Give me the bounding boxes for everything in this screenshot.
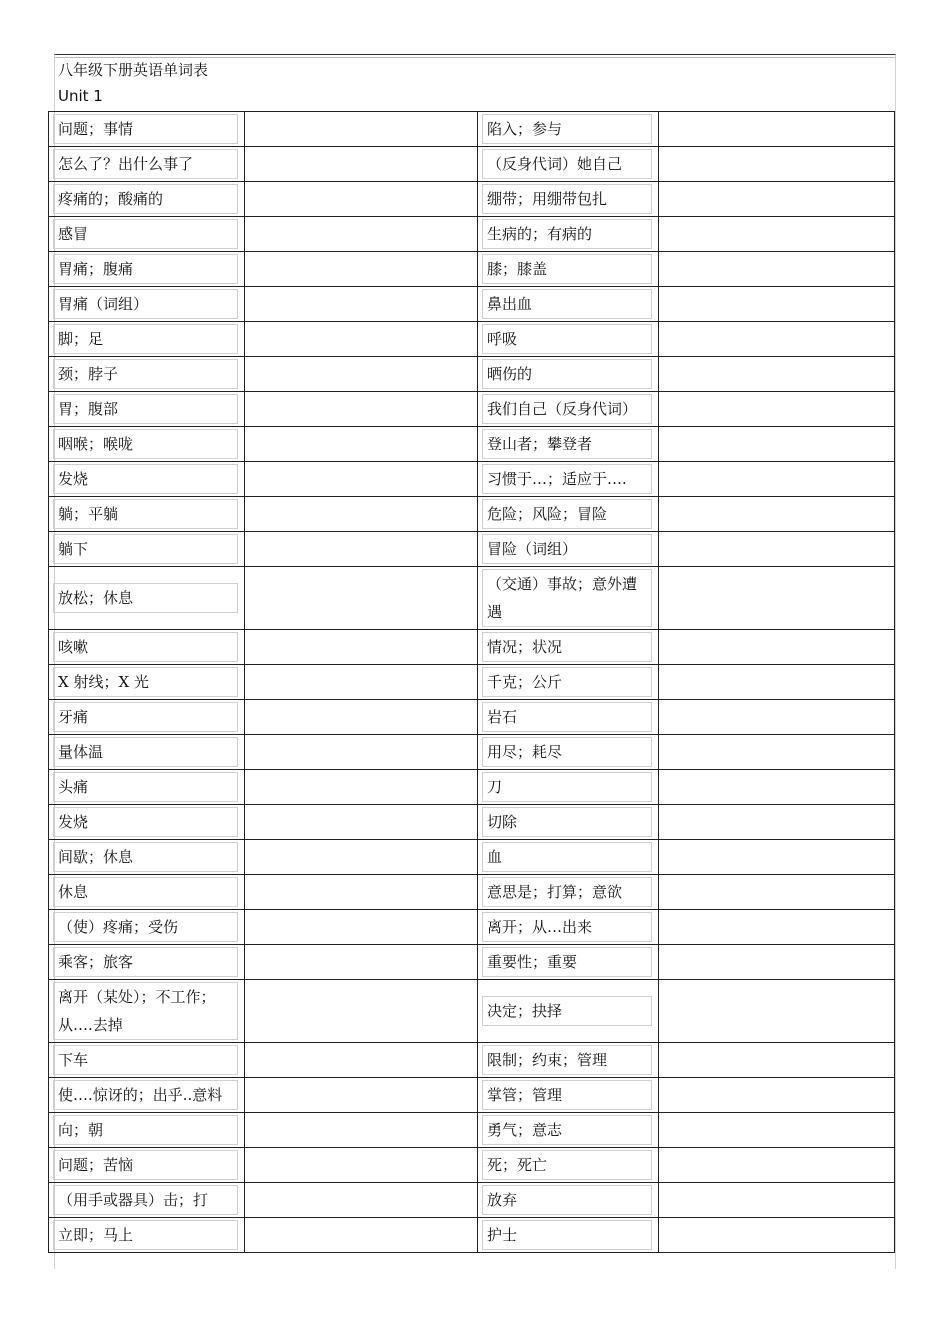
chinese-meaning-cell (49, 980, 245, 1043)
english-answer-cell[interactable] (659, 770, 895, 805)
english-answer-cell[interactable] (659, 357, 895, 392)
table-row (49, 567, 895, 630)
english-answer-cell[interactable] (245, 252, 478, 287)
chinese-meaning-text: 危险；风险；冒险 (482, 499, 652, 529)
table-row (49, 217, 895, 252)
chinese-meaning-cell (49, 700, 245, 735)
chinese-meaning-cell (49, 147, 245, 182)
table-row (49, 147, 895, 182)
chinese-meaning-text: 离开；从…出来 (482, 912, 652, 942)
english-answer-cell[interactable] (659, 1043, 895, 1078)
english-answer-cell[interactable] (245, 112, 478, 147)
chinese-meaning-cell (478, 1043, 659, 1078)
english-answer-cell[interactable] (659, 112, 895, 147)
chinese-meaning-cell (49, 392, 245, 427)
chinese-meaning-cell (478, 875, 659, 910)
table-row (49, 182, 895, 217)
table-row (49, 840, 895, 875)
chinese-meaning-text: 乘客；旅客 (53, 947, 238, 977)
english-answer-cell[interactable] (245, 630, 478, 665)
chinese-meaning-cell (478, 427, 659, 462)
chinese-meaning-text: 牙痛 (53, 702, 238, 732)
english-answer-cell[interactable] (659, 462, 895, 497)
chinese-meaning-text: 下车 (53, 1045, 238, 1075)
english-answer-cell[interactable] (659, 840, 895, 875)
chinese-meaning-cell (49, 630, 245, 665)
table-row (49, 532, 895, 567)
english-answer-cell[interactable] (245, 1148, 478, 1183)
table-row (49, 1183, 895, 1218)
chinese-meaning-text: 血 (482, 842, 652, 872)
chinese-meaning-cell (49, 322, 245, 357)
english-answer-cell[interactable] (659, 630, 895, 665)
chinese-meaning-text: 刀 (482, 772, 652, 802)
table-row (49, 910, 895, 945)
chinese-meaning-text: 意思是；打算；意欲 (482, 877, 652, 907)
english-answer-cell[interactable] (659, 532, 895, 567)
chinese-meaning-text: 切除 (482, 807, 652, 837)
chinese-meaning-text: 用尽；耗尽 (482, 737, 652, 767)
english-answer-cell[interactable] (659, 427, 895, 462)
chinese-meaning-text: 离开（某处）；不工作；从….去掉 (53, 982, 238, 1040)
english-answer-cell[interactable] (245, 147, 478, 182)
english-answer-cell[interactable] (245, 357, 478, 392)
chinese-meaning-cell (478, 462, 659, 497)
chinese-meaning-cell (478, 287, 659, 322)
chinese-meaning-text: 发烧 (53, 464, 238, 494)
chinese-meaning-text: 放弃 (482, 1185, 652, 1215)
chinese-meaning-text: 限制；约束；管理 (482, 1045, 652, 1075)
chinese-meaning-text: （反身代词）她自己 (482, 149, 652, 179)
chinese-meaning-cell (49, 805, 245, 840)
chinese-meaning-text: 使….惊讶的；出乎..意料 (53, 1080, 238, 1110)
chinese-meaning-text: 鼻出血 (482, 289, 652, 319)
table-row (49, 252, 895, 287)
chinese-meaning-text: 决定；抉择 (482, 996, 652, 1026)
chinese-meaning-cell (49, 462, 245, 497)
table-row (49, 1218, 895, 1253)
chinese-meaning-cell (478, 840, 659, 875)
chinese-meaning-cell (478, 980, 659, 1043)
table-row (49, 1113, 895, 1148)
english-answer-cell[interactable] (245, 700, 478, 735)
english-answer-cell[interactable] (659, 147, 895, 182)
english-answer-cell[interactable] (659, 735, 895, 770)
chinese-meaning-cell (478, 392, 659, 427)
chinese-meaning-text: 向；朝 (53, 1115, 238, 1145)
chinese-meaning-text: 躺；平躺 (53, 499, 238, 529)
chinese-meaning-cell (478, 497, 659, 532)
chinese-meaning-cell (49, 217, 245, 252)
unit-heading: Unit 1 (58, 87, 103, 105)
english-answer-cell[interactable] (245, 910, 478, 945)
english-answer-cell[interactable] (245, 567, 478, 630)
english-answer-cell[interactable] (659, 875, 895, 910)
chinese-meaning-text: 休息 (53, 877, 238, 907)
chinese-meaning-cell (478, 770, 659, 805)
table-row (49, 322, 895, 357)
chinese-meaning-text: 立即；马上 (53, 1220, 238, 1250)
chinese-meaning-cell (49, 497, 245, 532)
chinese-meaning-cell (478, 735, 659, 770)
table-row (49, 287, 895, 322)
english-answer-cell[interactable] (245, 182, 478, 217)
chinese-meaning-cell (49, 770, 245, 805)
table-row (49, 630, 895, 665)
chinese-meaning-text: 胃；腹部 (53, 394, 238, 424)
english-answer-cell[interactable] (659, 1113, 895, 1148)
english-answer-cell[interactable] (659, 1218, 895, 1253)
table-row (49, 770, 895, 805)
table-row (49, 980, 895, 1043)
table-row (49, 1148, 895, 1183)
table-row (49, 392, 895, 427)
table-row (49, 665, 895, 700)
chinese-meaning-cell (49, 875, 245, 910)
english-answer-cell[interactable] (659, 910, 895, 945)
english-answer-cell[interactable] (245, 462, 478, 497)
chinese-meaning-text: 重要性；重要 (482, 947, 652, 977)
chinese-meaning-cell (49, 945, 245, 980)
english-answer-cell[interactable] (659, 497, 895, 532)
english-answer-cell[interactable] (245, 217, 478, 252)
chinese-meaning-cell (49, 112, 245, 147)
chinese-meaning-text: 生病的；有病的 (482, 219, 652, 249)
english-answer-cell[interactable] (659, 945, 895, 980)
english-answer-cell[interactable] (659, 217, 895, 252)
chinese-meaning-text: （交通）事故；意外遭遇 (482, 569, 652, 627)
chinese-meaning-text: 习惯于…；适应于…. (482, 464, 652, 494)
chinese-meaning-text: 量体温 (53, 737, 238, 767)
chinese-meaning-text: 掌管；管理 (482, 1080, 652, 1110)
english-answer-cell[interactable] (245, 322, 478, 357)
vocabulary-table (48, 111, 895, 1253)
chinese-meaning-cell (49, 1113, 245, 1148)
chinese-meaning-cell (49, 357, 245, 392)
english-answer-cell[interactable] (659, 287, 895, 322)
english-answer-cell[interactable] (659, 805, 895, 840)
english-answer-cell[interactable] (245, 665, 478, 700)
table-row (49, 112, 895, 147)
chinese-meaning-cell (49, 1043, 245, 1078)
chinese-meaning-cell (478, 357, 659, 392)
chinese-meaning-text: 岩石 (482, 702, 652, 732)
chinese-meaning-text: （用手或器具）击；打 (53, 1185, 238, 1215)
chinese-meaning-text: （使）疼痛；受伤 (53, 912, 238, 942)
english-answer-cell[interactable] (245, 1043, 478, 1078)
english-answer-cell[interactable] (659, 1078, 895, 1113)
english-answer-cell[interactable] (245, 1078, 478, 1113)
chinese-meaning-cell (49, 840, 245, 875)
table-row (49, 462, 895, 497)
chinese-meaning-text: 感冒 (53, 219, 238, 249)
chinese-meaning-text: 问题；苦恼 (53, 1150, 238, 1180)
english-answer-cell[interactable] (245, 840, 478, 875)
chinese-meaning-text: 咽喉；喉咙 (53, 429, 238, 459)
chinese-meaning-cell (49, 665, 245, 700)
chinese-meaning-text: 护士 (482, 1220, 652, 1250)
chinese-meaning-cell (49, 1148, 245, 1183)
chinese-meaning-cell (478, 182, 659, 217)
chinese-meaning-text: 颈；脖子 (53, 359, 238, 389)
english-answer-cell[interactable] (245, 735, 478, 770)
english-answer-cell[interactable] (659, 1148, 895, 1183)
chinese-meaning-cell (49, 1183, 245, 1218)
chinese-meaning-text: 躺下 (53, 534, 238, 564)
chinese-meaning-cell (49, 910, 245, 945)
english-answer-cell[interactable] (659, 322, 895, 357)
english-answer-cell[interactable] (245, 287, 478, 322)
english-answer-cell[interactable] (659, 182, 895, 217)
chinese-meaning-text: 膝；膝盖 (482, 254, 652, 284)
english-answer-cell[interactable] (245, 392, 478, 427)
document-title: 八年级下册英语单词表 (58, 61, 209, 79)
chinese-meaning-cell (478, 112, 659, 147)
chinese-meaning-cell (478, 665, 659, 700)
chinese-meaning-cell (478, 147, 659, 182)
chinese-meaning-text: X 射线；X 光 (53, 667, 238, 697)
english-answer-cell[interactable] (245, 497, 478, 532)
chinese-meaning-cell (478, 252, 659, 287)
english-answer-cell[interactable] (245, 945, 478, 980)
chinese-meaning-cell (478, 945, 659, 980)
table-row (49, 875, 895, 910)
chinese-meaning-text: 晒伤的 (482, 359, 652, 389)
chinese-meaning-text: 胃痛；腹痛 (53, 254, 238, 284)
chinese-meaning-text: 问题；事情 (53, 114, 238, 144)
chinese-meaning-cell (49, 287, 245, 322)
table-row (49, 805, 895, 840)
chinese-meaning-cell (478, 805, 659, 840)
chinese-meaning-cell (478, 1078, 659, 1113)
chinese-meaning-cell (49, 252, 245, 287)
chinese-meaning-cell (49, 532, 245, 567)
english-answer-cell[interactable] (245, 1183, 478, 1218)
chinese-meaning-text: 怎么了？出什么事了 (53, 149, 238, 179)
chinese-meaning-cell (478, 532, 659, 567)
chinese-meaning-cell (478, 1148, 659, 1183)
chinese-meaning-text: 千克；公斤 (482, 667, 652, 697)
table-row (49, 700, 895, 735)
chinese-meaning-text: 呼吸 (482, 324, 652, 354)
chinese-meaning-cell (49, 735, 245, 770)
chinese-meaning-cell (49, 1078, 245, 1113)
chinese-meaning-text: 头痛 (53, 772, 238, 802)
chinese-meaning-cell (478, 1113, 659, 1148)
chinese-meaning-text: 死；死亡 (482, 1150, 652, 1180)
table-row (49, 735, 895, 770)
chinese-meaning-cell (478, 1218, 659, 1253)
chinese-meaning-cell (478, 322, 659, 357)
chinese-meaning-cell (49, 427, 245, 462)
table-row (49, 497, 895, 532)
english-answer-cell[interactable] (245, 770, 478, 805)
chinese-meaning-text: 胃痛（词组） (53, 289, 238, 319)
chinese-meaning-text: 绷带；用绷带包扎 (482, 184, 652, 214)
chinese-meaning-cell (49, 182, 245, 217)
chinese-meaning-text: 咳嗽 (53, 632, 238, 662)
chinese-meaning-text: 勇气；意志 (482, 1115, 652, 1145)
chinese-meaning-cell (49, 1218, 245, 1253)
chinese-meaning-text: 情况；状况 (482, 632, 652, 662)
table-row (49, 427, 895, 462)
chinese-meaning-cell (478, 217, 659, 252)
english-answer-cell[interactable] (659, 1183, 895, 1218)
table-row (49, 1078, 895, 1113)
chinese-meaning-text: 脚；足 (53, 324, 238, 354)
english-answer-cell[interactable] (245, 980, 478, 1043)
chinese-meaning-text: 发烧 (53, 807, 238, 837)
chinese-meaning-text: 疼痛的；酸痛的 (53, 184, 238, 214)
english-answer-cell[interactable] (659, 700, 895, 735)
english-answer-cell[interactable] (659, 567, 895, 630)
english-answer-cell[interactable] (245, 1113, 478, 1148)
chinese-meaning-text: 我们自己（反身代词） (482, 394, 652, 424)
english-answer-cell[interactable] (245, 1218, 478, 1253)
english-answer-cell[interactable] (659, 665, 895, 700)
english-answer-cell[interactable] (245, 875, 478, 910)
chinese-meaning-cell (478, 700, 659, 735)
chinese-meaning-text: 陷入；参与 (482, 114, 652, 144)
chinese-meaning-cell (49, 567, 245, 630)
english-answer-cell[interactable] (659, 252, 895, 287)
chinese-meaning-text: 冒险（词组） (482, 534, 652, 564)
chinese-meaning-cell (478, 910, 659, 945)
english-answer-cell[interactable] (659, 980, 895, 1043)
chinese-meaning-cell (478, 1183, 659, 1218)
english-answer-cell[interactable] (245, 427, 478, 462)
chinese-meaning-cell (478, 630, 659, 665)
chinese-meaning-cell (478, 567, 659, 630)
table-row (49, 945, 895, 980)
chinese-meaning-text: 登山者；攀登者 (482, 429, 652, 459)
table-row (49, 1043, 895, 1078)
english-answer-cell[interactable] (659, 392, 895, 427)
chinese-meaning-text: 间歇；休息 (53, 842, 238, 872)
chinese-meaning-text: 放松；休息 (53, 583, 238, 613)
table-row (49, 357, 895, 392)
english-answer-cell[interactable] (245, 805, 478, 840)
english-answer-cell[interactable] (245, 532, 478, 567)
